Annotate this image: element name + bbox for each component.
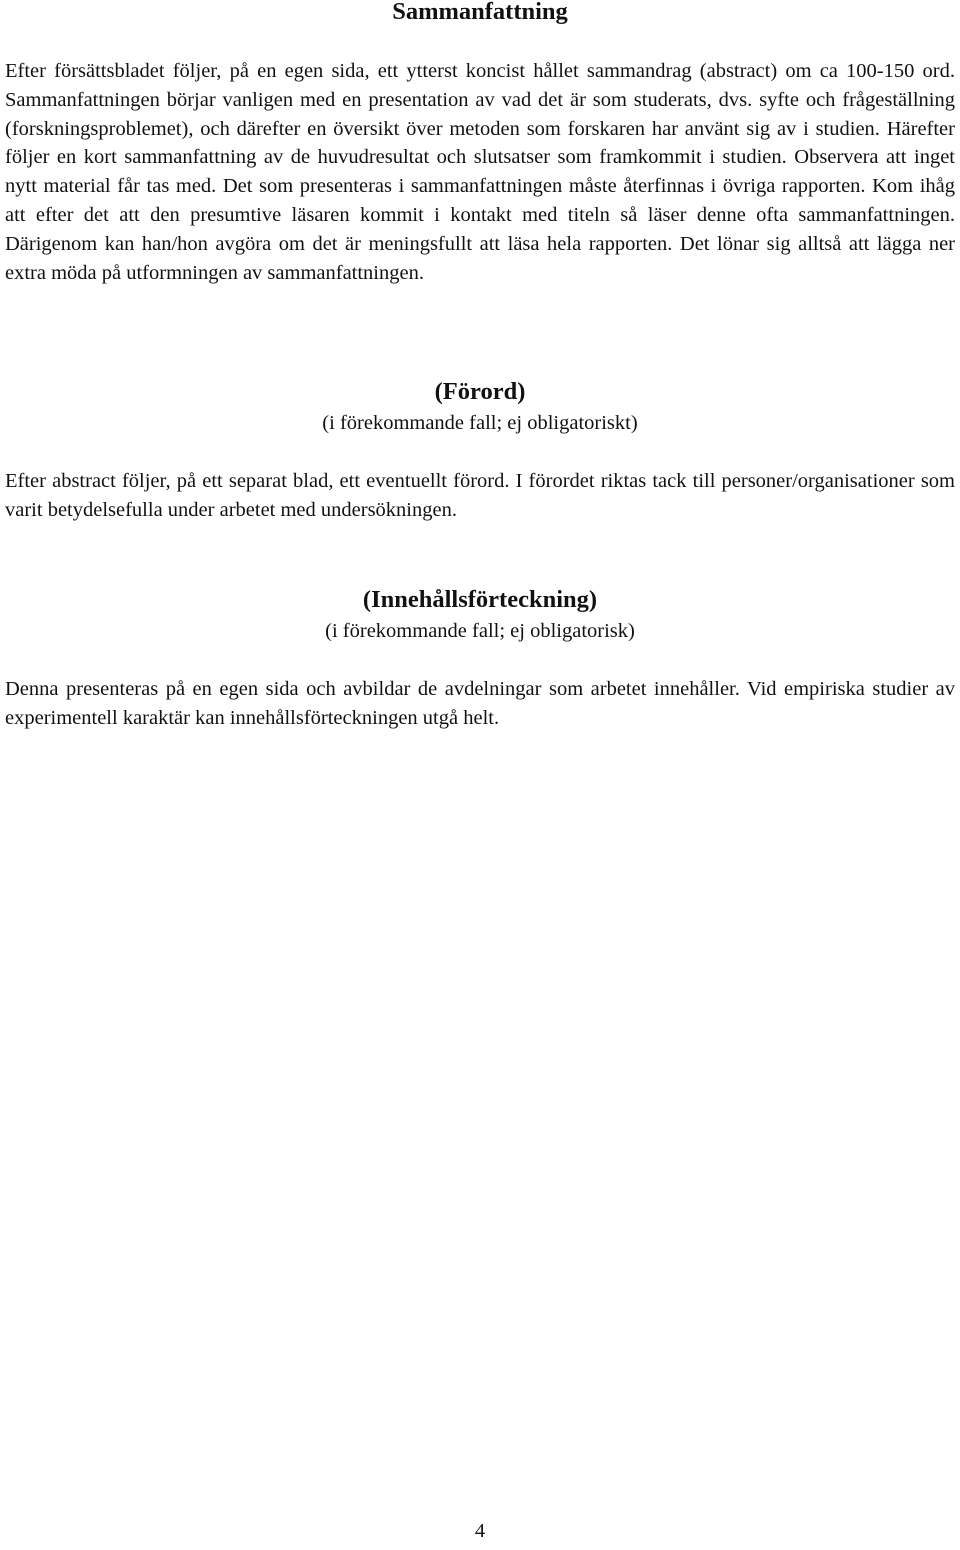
foreword-heading: (Förord) bbox=[434, 378, 526, 405]
summary-paragraph: Efter försättsbladet följer, på en egen sida, ett ytterst koncist hållet sammandrag (abstract) om ca 100-150 ord. Sammanfattningen börjar vanligen med en presentation av vad det är som studerats, dvs. syfte och frågeställning (forskningsproblemet), och därefter en översikt över metoden som forskaren har använt sig av i studien. Härefter följer en kort sammanfattning av de huvudresultat och slutsatser som framkommit i studien. Observera att inget nytt material får tas med. Det som presenteras i sammanfattningen måste återfinnas i övriga rapporten. Kom ihåg att efter det att den presumtive läsaren kommit i kontakt med titeln så läser denne ofta sammanfattningen. Därigenom kan han/hon avgöra om det är meningsfullt att läsa hela rapporten. Det lönar sig alltså att lägga ner extra möda på utformningen av sammanfattningen. bbox=[5, 60, 955, 284]
foreword-subheading: (i förekommande fall; ej obligatoriskt) bbox=[322, 412, 638, 434]
foreword-paragraph: Efter abstract följer, på ett separat blad, ett eventuellt förord. I förordet riktas tack till personer/organisationer som varit betydelsefulla under arbetet med undersökningen. bbox=[5, 470, 955, 521]
page-number: 4 bbox=[474, 1520, 486, 1542]
toc-subheading: (i förekommande fall; ej obligatorisk) bbox=[325, 620, 635, 642]
toc-paragraph: Denna presenteras på en egen sida och avbildar de avdelningar som arbetet innehåller. Vid empiriska studier av experimentell karaktär kan innehållsförteckningen utgå helt. bbox=[5, 678, 955, 729]
summary-heading: Sammanfattning bbox=[392, 0, 568, 25]
toc-heading: (Innehållsförteckning) bbox=[362, 586, 598, 613]
